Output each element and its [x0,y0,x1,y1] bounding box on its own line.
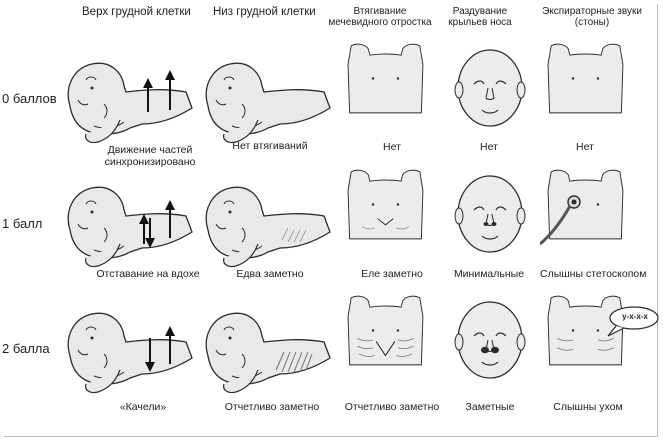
caption-nasal-0: Нет [480,141,498,153]
infant-illustration [68,313,192,392]
cell-lower-chest-2 [202,290,342,400]
nostril-left [484,222,489,226]
column-header-grunt-line-2: (стоны) [574,17,610,28]
row-label-1: 1 балл [2,216,43,231]
cell-upper-chest-1 [64,164,204,274]
torso-illustration [548,44,623,113]
nostril-right [492,222,497,226]
caption-upper-chest-2: «Качели» [119,401,167,413]
caption-xiphoid-1: Еле заметно [361,268,423,280]
speech-bubble [604,304,660,338]
column-header-grunt-line-1: Экспираторные звуки [542,6,642,17]
cell-upper-chest-0 [64,40,204,150]
infant-illustration [68,63,192,142]
column-header-expiratory-grunt [532,6,652,28]
infant-illustration [206,63,330,142]
column-header-xiphoid-line-1: Втягивание [353,6,407,17]
nostril-left [481,347,489,353]
cell-grunt-1 [540,164,663,274]
torso-illustration [548,170,623,239]
torso-illustration [348,170,423,239]
column-header-nasal-line-2: крыльев носа [448,17,512,28]
baby-face-illustration [455,176,525,252]
column-header-xiphoid-retraction [325,6,435,28]
cell-grunt-0 [540,38,663,148]
column-header-nasal-line-1: Раздувание [452,6,508,17]
row-label-2: 2 балла [2,341,50,356]
baby-face-illustration [455,50,525,126]
column-header-xiphoid-line-2: мечевидного отростка [328,17,432,28]
column-header-lower-chest: Низ грудной клетки [213,6,316,18]
caption-grunt-2: Слышны ухом [553,401,623,413]
caption-lower-chest-0: Нет втягиваний [232,140,308,152]
caption-xiphoid-0: Нет [383,141,401,153]
speech-bubble-text: у-х-х-х [622,312,648,321]
caption-nasal-2: Заметные [465,401,515,413]
torso-illustration [348,44,423,113]
caption-line-2: синхронизировано [104,156,196,168]
infant-illustration [206,313,330,392]
cell-lower-chest-0 [202,40,342,150]
row-label-0: 0 баллов [2,91,57,106]
baby-face-illustration [455,302,525,378]
caption-upper-chest-1: Отставание на вдохе [96,268,200,280]
cell-upper-chest-2 [64,290,204,400]
cell-lower-chest-1 [202,164,342,274]
caption-line-1: Движение частей [107,144,193,156]
column-header-upper-chest: Верх грудной клетки [82,6,191,18]
caption-grunt-0: Нет [576,141,594,153]
column-header-nasal-flaring [440,6,520,28]
infant-illustration [206,187,330,266]
caption-grunt-1: Слышны стетоскопом [540,268,647,280]
nostril-right [491,347,499,353]
caption-lower-chest-2: Отчетливо заметно [224,401,320,413]
caption-lower-chest-1: Едва заметно [236,268,304,280]
caption-xiphoid-2: Отчетливо заметно [344,401,440,413]
infant-illustration [68,187,192,266]
caption-nasal-1: Минимальные [453,268,525,280]
